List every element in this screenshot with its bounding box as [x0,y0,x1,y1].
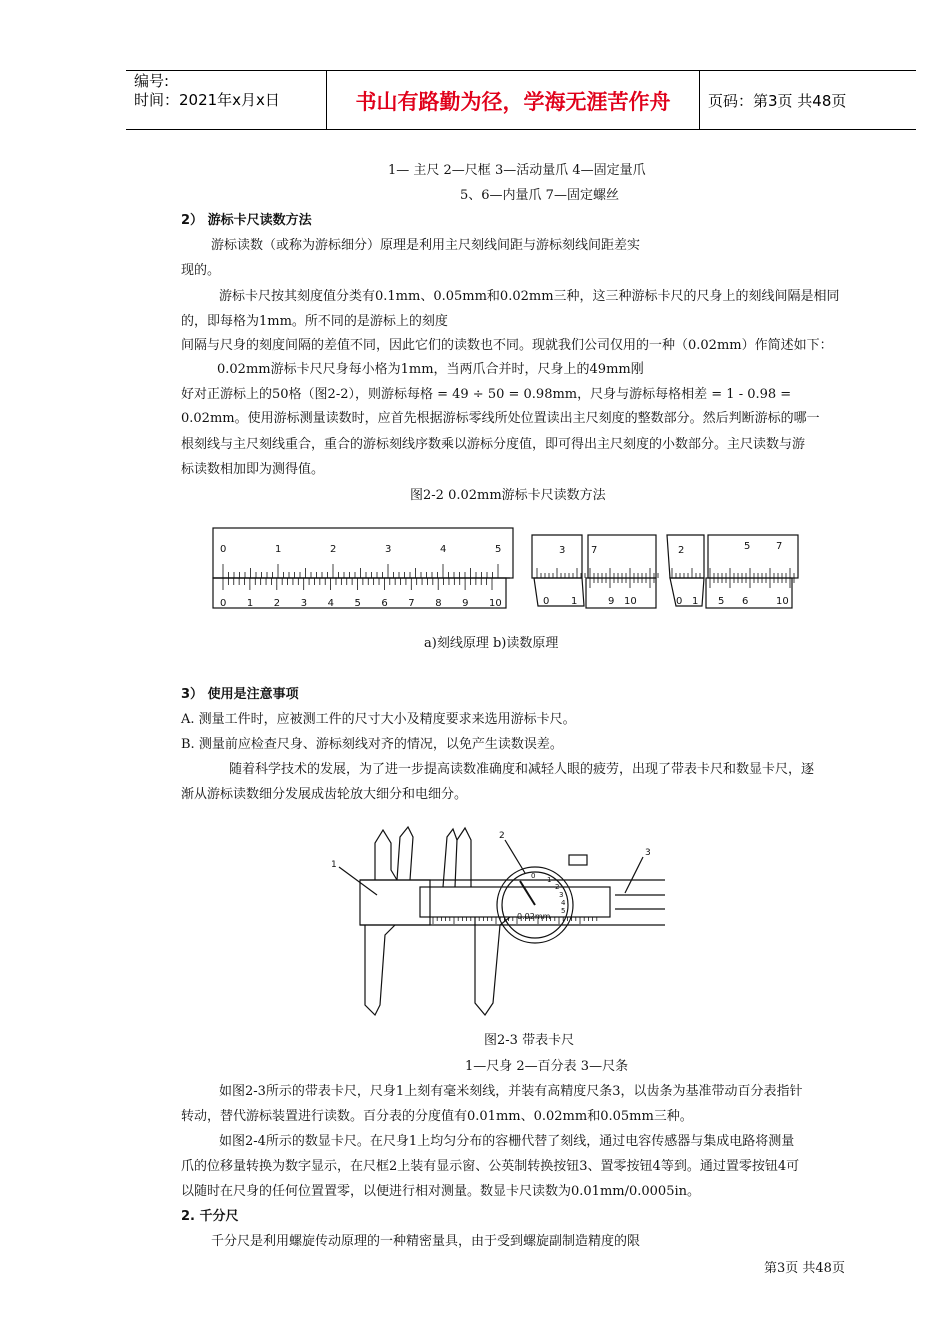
section2-p1a: 游标读数（或称为游标细分）原理是利用主尺刻线间距与游标刻线间距差实 [211,238,641,253]
read2-top-label: 2 [678,545,685,556]
vernier-label: 5 [354,598,361,609]
vernier-label: 6 [381,598,388,609]
section2-p2c: 间隔与尺身的刻度间隔的差值不同，因此它们的读数也不同。现就我们公司仅用的一种（0.02mm）作简述如下： [181,338,833,353]
section2-p3c: 0.02mm。使用游标测量读数时，应首先根据游标零线所处位置读出主尺刻度的整数部分。然后判断游标的哪一 [181,411,820,426]
header-code-label: 编号: [134,72,170,90]
read2-bottom-label: 6 [742,596,749,607]
read2-top-label: 5 [744,541,751,552]
vernier-label: 9 [462,598,469,609]
section3-p1a: 随着科学技术的发展，为了进一步提高读数准确度和减轻人眼的疲劳，出现了带表卡尺和数显卡尺，逐 [229,762,815,777]
read2-bottom-label: 1 [692,596,699,607]
fig22-vernier-diagram [210,520,810,615]
main-scale-label: 5 [495,544,502,555]
fig23-dial-1: 1 [547,876,552,884]
section3-item-b: B. 测量前应检查尺身、游标刻线对齐的情况，以免产生读数误差。 [181,737,563,752]
read1-bottom-label: 0 [543,596,550,607]
vernier-label: 0 [220,598,227,609]
fig23-dial-5: 5 [561,907,566,915]
fig23-caption: 图2-3 带表卡尺 [484,1033,575,1048]
fig22-caption: 图2-2 0.02mm游标卡尺读数方法 [410,488,606,503]
header-motto: 书山有路勤为径，学海无涯苦作舟 [355,90,671,114]
read2-bottom-label: 5 [718,596,725,607]
header-divider-right [699,70,700,130]
vernier-label: 2 [273,598,281,609]
read1-bottom-label: 10 [624,596,637,607]
read1-bottom-label: 1 [571,596,578,607]
vernier-label: 8 [435,598,442,609]
main-scale-label: 2 [330,544,337,555]
read2-bottom-label: 0 [676,596,683,607]
vernier-label: 7 [408,598,415,609]
read1-top-label: 7 [591,545,598,556]
section2-p3e: 标读数相加即为测得值。 [181,462,325,477]
header-bottom-rule [126,129,916,130]
section3-p3b: 爪的位移量转换为数字显示，在尺框2上装有显示窗、公英制转换按钮3、置零按钮4等到。通过置零按钮4可 [181,1159,800,1174]
fig23-dial-label: 0.02mm [517,912,551,921]
fig23-callout-1: 1 [331,860,337,870]
fig23-dial-caliper-diagram [325,825,670,1020]
section2-p3b: 好对正游标上的50格（图2-2），则游标每格 = 49 ÷ 50 = 0.98mm，尺身与游标每格相差 = 1 - 0.98 = [181,387,792,402]
section2-p3a: 0.02mm游标卡尺尺身每小格为1mm，当两爪合并时，尺身上的49mm刚 [217,362,644,377]
main-scale-label: 1 [275,544,282,555]
fig23-legend: 1—尺身 2—百分表 3—尺条 [465,1059,629,1074]
fig23-dial-4: 4 [561,899,566,907]
fig23-dial-2: 2 [555,883,560,891]
header-page-label: 页码：第3页 共48页 [708,92,847,110]
section3-p1b: 渐从游标读数细分发展成齿轮放大细分和电细分。 [181,787,468,802]
main-scale-label: 4 [440,544,447,555]
vernier-label: 3 [300,598,308,609]
section3-p2a: 如图2-3所示的带表卡尺，尺身1上刻有毫米刻线，并装有高精度尺条3，以齿条为基准带动百分表指针 [219,1084,803,1099]
section3-p3c: 以随时在尺身的任何位置置零，以便进行相对测量。数显卡尺读数为0.01mm/0.0005in。 [181,1184,700,1199]
fig23-dial-3: 3 [559,891,564,899]
vernier-label: 1 [246,598,254,609]
vernier-label: 10 [489,598,502,609]
read1-top-label: 3 [559,545,566,556]
main-scale-label: 0 [220,544,227,555]
read2-bottom-label: 10 [776,596,789,607]
section2-heading: 2） 游标卡尺读数方法 [181,213,312,228]
micrometer-heading: 2. 千分尺 [181,1209,239,1224]
section3-p3a: 如图2-4所示的数显卡尺。在尺身1上均匀分布的容栅代替了刻线，通过电容传感器与集成电路将测量 [219,1134,795,1149]
read2-top-label: 7 [776,541,783,552]
header-time-label: 时间：2021年x月x日 [134,91,280,109]
read1-bottom-label: 9 [608,596,615,607]
section2-p1b: 现的。 [181,263,221,278]
section3-item-a: A. 测量工件时，应被测工件的尺寸大小及精度要求来选用游标卡尺。 [181,712,576,727]
micrometer-p1: 千分尺是利用螺旋传动原理的一种精密量具，由于受到螺旋副制造精度的限 [211,1234,641,1249]
section3-p2b: 转动，替代游标装置进行读数。百分表的分度值有0.01mm、0.02mm和0.05mm三种。 [181,1109,693,1124]
fig23-callout-2: 2 [499,831,505,841]
fig23-dial-0: 0 [531,872,536,880]
fig1-legend-line2: 5、6—内量爪 7—固定螺丝 [460,188,619,203]
fig1-legend-line1: 1— 主尺 2—尺框 3—活动量爪 4—固定量爪 [388,163,646,178]
section2-p2b: 的，即每格为1mm。所不同的是游标上的刻度 [181,314,448,329]
footer-page-number: 第3页 共48页 [764,1261,845,1276]
section2-p3d: 根刻线与主尺刻线重合，重合的游标刻线序数乘以游标分度值，即可得出主尺刻度的小数部分。主尺读数与游 [181,437,806,452]
header-top-rule [126,70,916,71]
main-scale-label: 3 [385,544,392,555]
section3-heading: 3） 使用是注意事项 [181,687,299,702]
fig22-subcaption: a)刻线原理 b)读数原理 [424,636,559,651]
vernier-label: 4 [327,598,334,609]
section2-p2a: 游标卡尺按其刻度值分类有0.1mm、0.05mm和0.02mm三种，这三种游标卡尺的尺身上的刻线间隔是相同 [219,289,840,304]
fig23-callout-3: 3 [645,848,651,858]
